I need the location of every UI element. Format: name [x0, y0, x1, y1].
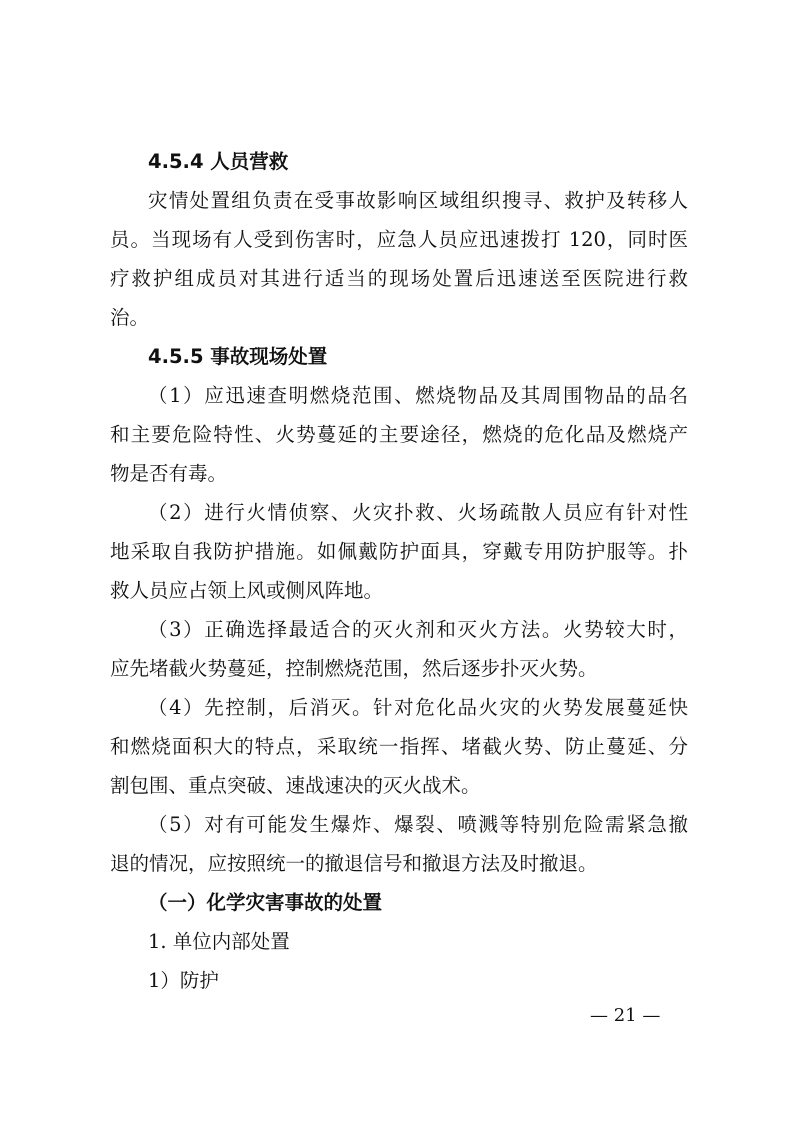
text-line: （3）正确选择最适合的灭火剂和灭火方法。火势较大时， [148, 618, 688, 641]
paragraph [110, 610, 688, 688]
text-line: 救人员应占领上风或侧风阵地。 [110, 579, 384, 602]
text-line: （4）先控制，后消灭。针对危化品火灾的火势发展蔓延快 [148, 696, 688, 719]
paragraph [110, 376, 688, 493]
paragraph [110, 181, 688, 337]
chapter-heading [110, 883, 688, 922]
paragraph [110, 922, 688, 961]
text-line: 割包围、重点突破、速战速决的灭火战术。 [110, 774, 481, 797]
section-heading [110, 142, 688, 181]
text-line: 和燃烧面积大的特点，采取统一指挥、堵截火势、防止蔓延、分 [110, 735, 688, 758]
text-line: 物是否有毒。 [110, 462, 228, 485]
text-line: 1）防护 [148, 969, 219, 992]
text-line: 应先堵截火势蔓延，控制燃烧范围，然后逐步扑灭火势。 [110, 657, 598, 680]
text-line: 地采取自我防护措施。如佩戴防护面具，穿戴专用防护服等。扑 [110, 540, 688, 563]
text-line: 退的情况，应按照统一的撤退信号和撤退方法及时撤退。 [110, 852, 598, 875]
text-line: 治。 [110, 306, 150, 329]
text-line: （5）对有可能发生爆炸、爆裂、喷溅等特别危险需紧急撤 [148, 813, 688, 836]
paragraph [110, 805, 688, 883]
paragraph [110, 961, 688, 1000]
text-line: （一）化学灾害事故的处置 [148, 891, 383, 914]
text-line: （1）应迅速查明燃烧范围、燃烧物品及其周围物品的品名 [148, 384, 688, 407]
text-line: 疗救护组成员对其进行适当的现场处置后迅速送至医院进行救 [110, 267, 688, 290]
paragraph [110, 688, 688, 805]
text-line: （2）进行火情侦察、火灾扑救、火场疏散人员应有针对性 [148, 501, 688, 524]
text-line: 员。当现场有人受到伤害时，应急人员应迅速拨打 120，同时医 [110, 228, 688, 251]
text-line: 4.5.5 事故现场处置 [148, 345, 328, 368]
page-number: — 21 — [590, 1005, 661, 1026]
section-heading [110, 337, 688, 376]
text-line: 灾情处置组负责在受事故影响区域组织搜寻、救护及转移人 [148, 189, 688, 212]
document-body [110, 142, 688, 1000]
text-line: 4.5.4 人员营救 [148, 150, 289, 173]
paragraph [110, 493, 688, 610]
text-line: 和主要危险特性、火势蔓延的主要途径，燃烧的危化品及燃烧产 [110, 423, 688, 446]
text-line: 1. 单位内部处置 [148, 930, 290, 953]
